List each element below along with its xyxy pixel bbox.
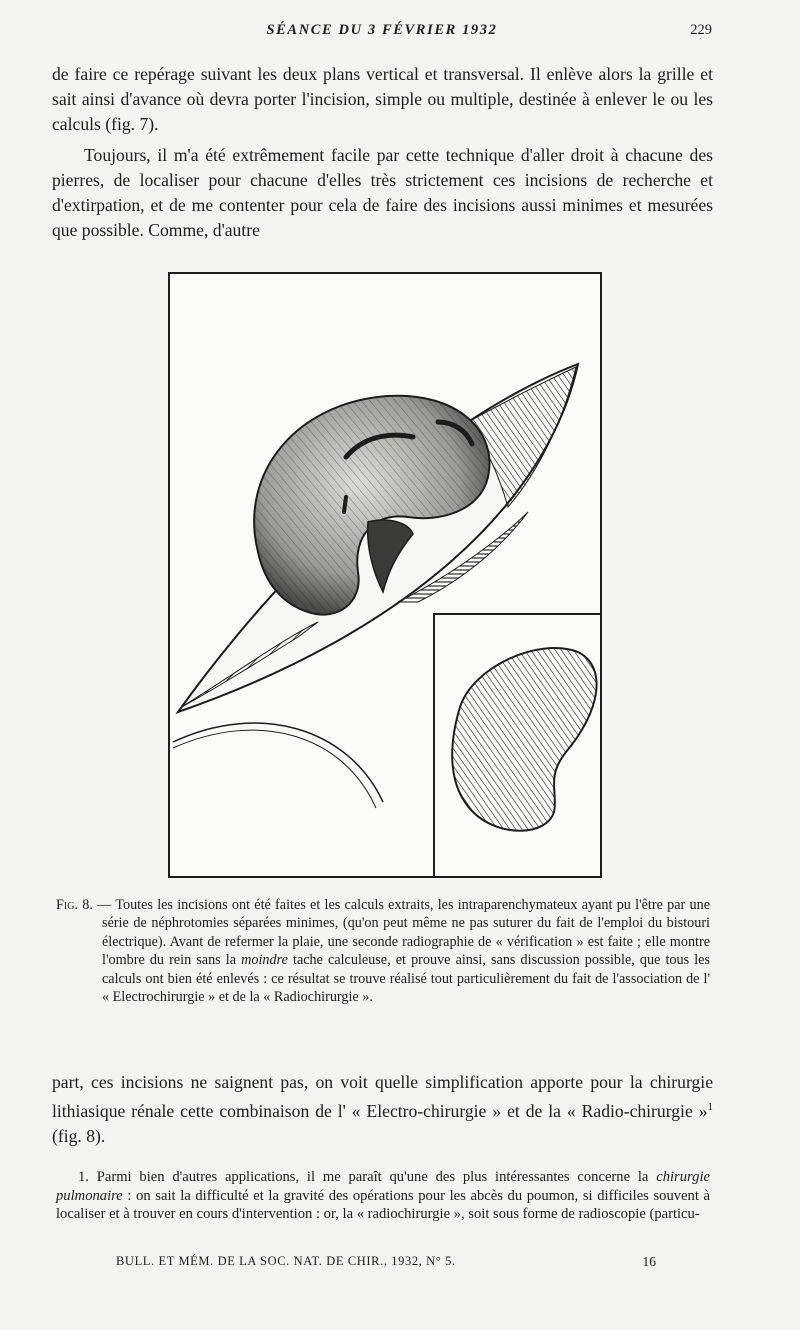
signature-mark: 16 bbox=[642, 1254, 656, 1269]
paragraph-1: de faire ce repérage suivant les deux plans vertical et transversal. Il enlève alors la grille et sait ainsi d'avance où devra porter l'incision, simple ou multiple, destinée à enlever le ou les calculs (fig. 7). bbox=[52, 64, 713, 134]
footnote bbox=[56, 1168, 710, 1224]
page-header bbox=[52, 22, 712, 44]
paragraph-3 bbox=[52, 1070, 713, 1149]
footnote-marker: 1 bbox=[707, 1101, 713, 1113]
caption-emphasis: moindre bbox=[241, 952, 288, 969]
paragraph-2: Toujours, il m'a été extrêmement facile par cette technique d'aller droit à chacune des pierres, de localiser pour chacune d'elles très strictement ces incisions de recherche et d'extirpation, et de me contenter pour cela de faire des incisions aussi minimes et mesurées que possible. Comme, d'autre bbox=[52, 145, 713, 240]
paragraph-3-text: part, ces incisions ne saignent pas, on voit quelle simplification apporte pour la chirurgie lithiasique rénale cette combinaison de l' « Electro-chirurgie » et de la « Radio-chirurgie » bbox=[52, 1072, 713, 1121]
caption-text-1: — Toutes les incisions ont été faites et les calculs extraits, les intraparenchymateux ayant pu l'être par une série de néphrotomies séparées minimes, (qu'on peut même ne pas suturer du fait de l'emploi du bistouri électrique). Avant de refermer la plaie, une seconde radiographie de « vérification » est faite ; elle montre l'ombre du rein sans la bbox=[92, 897, 710, 969]
footnote-text-1: 1. Parmi bien d'autres applications, il me paraît qu'une des plus intéressantes concerne la bbox=[78, 1169, 657, 1185]
page-number: 229 bbox=[690, 22, 712, 38]
page-footer bbox=[56, 1254, 656, 1274]
inset-radiograph bbox=[434, 614, 601, 877]
figure-caption bbox=[56, 896, 710, 1006]
footnote-text-2: : on sait la difficulté et la gravité des opérations pour les abcès du poumon, si difficiles souvent à localiser et à trouver en cours d'intervention : or, la « radiochirurgie », soit sous forme de radioscopie (particu- bbox=[56, 1187, 710, 1222]
running-title: SÉANCE DU 3 FÉVRIER 1932 bbox=[266, 22, 498, 38]
figure-8-illustration bbox=[168, 272, 602, 878]
footnote-emphasis: chirurgie pulmonaire bbox=[56, 1169, 710, 1204]
journal-reference: BULL. ET MÉM. DE LA SOC. NAT. DE CHIR., 1932, N° 5. bbox=[116, 1254, 456, 1268]
caption-label: Fig. 8. bbox=[56, 897, 93, 913]
caption-text-2: tache calculeuse, et prouve ainsi, sans discussion possible, que tous les calculs ont bien été enlevés : ce résultat se trouve réalisé tout particulièrement du fait de l'association de l' « Electrochirurgie » et de la « Radiochirurgie ». bbox=[102, 952, 710, 1006]
paragraph-3-end: (fig. 8). bbox=[52, 1125, 106, 1146]
